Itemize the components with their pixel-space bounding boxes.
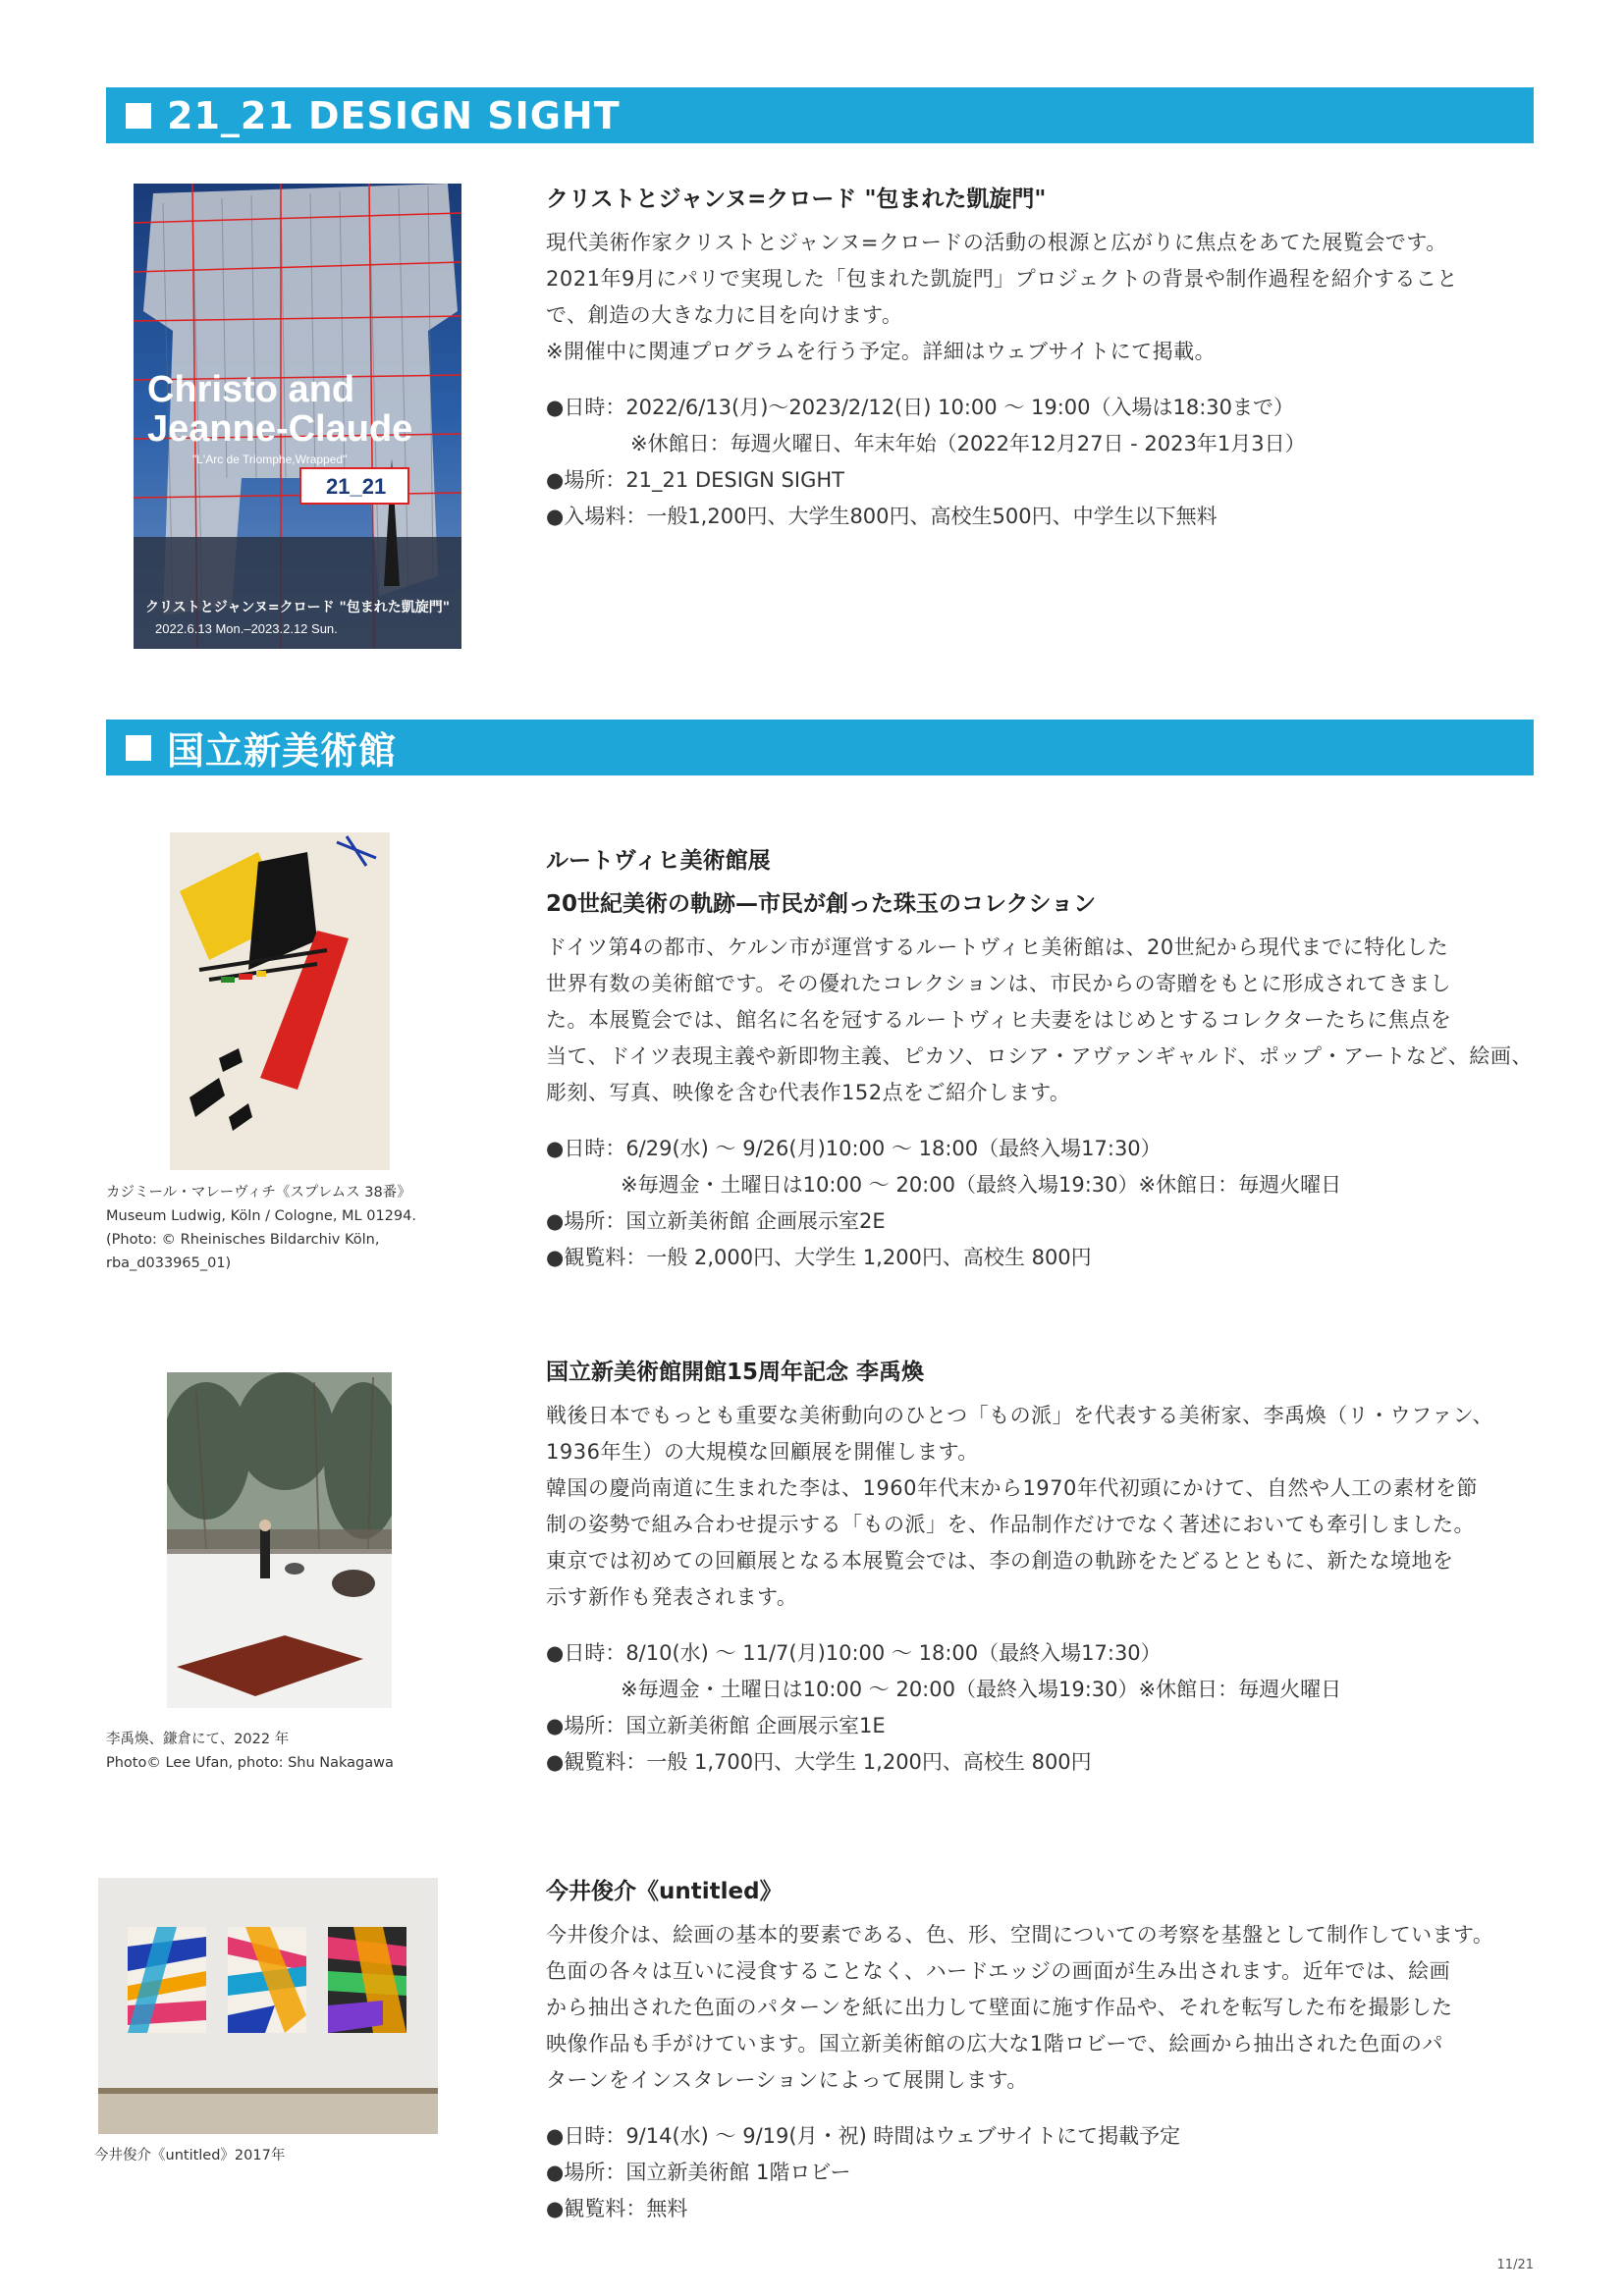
desc-line: から抽出された色面のパターンを紙に出力して壁面に施す作品や、それを転写した布を撮影した [546, 1996, 1453, 2019]
event-fee: ●観覧料：一般 1,700円、大学生 1,200円、高校生 800円 [546, 1750, 1092, 1774]
event-title: 今井俊介《untitled》 [546, 1879, 783, 1904]
event-christo [546, 178, 1540, 535]
desc-line: 今井俊介は、絵画の基本的要素である、色、形、空間についての考察を基盤として制作しています。 [546, 1923, 1494, 1947]
desc-line: 2021年9月にパリで実現した「包まれた凱旋門」プロジェクトの背景や制作過程を紹介すること [546, 267, 1458, 291]
imai-installation-image [98, 1878, 438, 2134]
event-details [546, 2118, 1540, 2227]
event-date: ●日時：9/14(水) 〜 9/19(月・祝) 時間はウェブサイトにて掲載予定 [546, 2124, 1181, 2148]
event-ludwig [546, 839, 1540, 1276]
desc-line: 東京では初めての回顧展となる本展覧会では、李の創造の軌跡をたどるとともに、新たな境地を [546, 1549, 1454, 1573]
malevich-painting-image [170, 832, 390, 1170]
desc-line: 韓国の慶尚南道に生まれた李は、1960年代末から1970年代初頭にかけて、自然や人工の素材を節 [546, 1476, 1478, 1500]
desc-line: ドイツ第4の都市、ケルン市が運営するルートヴィヒ美術館は、20世紀から現代までに特化した [546, 935, 1449, 959]
event-description [546, 1917, 1540, 2099]
event-imai [546, 1870, 1540, 2227]
event-title: クリストとジャンヌ=クロード "包まれた凱旋門" [546, 187, 1047, 212]
event-details [546, 1635, 1540, 1781]
event-subtitle: 20世紀美術の軌跡—市民が創った珠玉のコレクション [546, 891, 1097, 917]
desc-line: で、創造の大きな力に目を向けます。 [546, 303, 903, 327]
event-description [546, 1398, 1540, 1616]
desc-line: 制の姿勢で組み合わせ提示する「もの派」を、作品制作だけでなく著述においても牽引しました。 [546, 1513, 1475, 1536]
caption-imai [94, 2144, 285, 2167]
caption-lee-ufan [106, 1728, 394, 1775]
desc-line: ※開催中に関連プログラムを行う予定。詳細はウェブサイトにて掲載。 [546, 340, 1217, 363]
event-details [546, 390, 1540, 535]
poster-subtitle: "L'Arc de Triomphe,Wrapped" [192, 453, 348, 466]
caption-line: カジミール・マレーヴィチ《スプレムス 38番》 [106, 1185, 411, 1201]
section-header-21_21 [106, 87, 1534, 143]
poster-badge: 21_21 [326, 474, 387, 499]
event-date-note: ※休館日：毎週火曜日、年末年始（2022年12月27日 - 2023年1月3日） [630, 432, 1306, 455]
poster-headline-1: Christo and [147, 369, 355, 410]
section-title: 国立新美術館 [167, 729, 398, 773]
poster-artwork [134, 184, 461, 649]
poster-jp-title: クリストとジャンヌ=クロード "包まれた凱旋門" [145, 600, 451, 615]
desc-line: 戦後日本でもっとも重要な美術動向のひとつ「もの派」を代表する美術家、李禹煥（リ・ウファン、 [546, 1404, 1493, 1427]
event-date: ●日時：8/10(水) 〜 11/7(月)10:00 〜 18:00（最終入場17:30） [546, 1641, 1162, 1665]
square-bullet-icon [126, 735, 151, 761]
square-bullet-icon [126, 103, 151, 129]
gallery-photo [98, 1878, 438, 2134]
event-fee: ●入場料：一般1,200円、大学生800円、高校生500円、中学生以下無料 [546, 505, 1218, 528]
section-header-nact [106, 720, 1534, 775]
caption-line: rba_d033965_01) [106, 1255, 232, 1271]
event-fee: ●観覧料：一般 2,000円、大学生 1,200円、高校生 800円 [546, 1246, 1092, 1269]
event-fee: ●観覧料：無料 [546, 2197, 688, 2220]
event-date: ●日時：2022/6/13(月)〜2023/2/12(日) 10:00 〜 19:00（入場は18:30まで） [546, 396, 1295, 419]
desc-line: 色面の各々は互いに浸食することなく、ハードエッジの画面が生み出されます。近年では、絵画 [546, 1959, 1451, 1983]
christo-poster-image [134, 184, 461, 649]
section-title: 21_21 DESIGN SIGHT [167, 93, 621, 137]
event-place: ●場所：国立新美術館 1階ロビー [546, 2161, 851, 2184]
desc-line: 当て、ドイツ表現主義や新即物主義、ピカソ、ロシア・アヴァンギャルド、ポップ・アートなど、絵画、 [546, 1044, 1533, 1068]
event-date-note: ※毎週金・土曜日は10:00 〜 20:00（最終入場19:30）※休館日：毎週火曜日 [621, 1173, 1342, 1197]
page-number: 11/21 [1496, 2258, 1534, 2272]
event-description [546, 225, 1540, 370]
caption-line: 今井俊介《untitled》2017年 [94, 2148, 286, 2163]
event-title: 国立新美術館開館15周年記念 李禹煥 [546, 1360, 925, 1385]
desc-line: 世界有数の美術館です。その優れたコレクションは、市民からの寄贈をもとに形成されてきまし [546, 972, 1451, 995]
lee-ufan-photo-image [167, 1372, 392, 1708]
desc-line: 現代美術作家クリストとジャンヌ=クロードの活動の根源と広がりに焦点をあてた展覧会です。 [546, 231, 1447, 254]
event-lee-ufan [546, 1351, 1540, 1781]
desc-line: 映像作品も手がけています。国立新美術館の広大な1階ロビーで、絵画から抽出された色面のパ [546, 2032, 1443, 2056]
suprematism-artwork [170, 832, 390, 1170]
event-date: ●日時：6/29(水) 〜 9/26(月)10:00 〜 18:00（最終入場17:30） [546, 1137, 1162, 1160]
event-date-note: ※毎週金・土曜日は10:00 〜 20:00（最終入場19:30）※休館日：毎週火曜日 [621, 1678, 1342, 1701]
event-place: ●場所：21_21 DESIGN SIGHT [546, 468, 844, 492]
caption-line: (Photo: © Rheinisches Bildarchiv Köln, [106, 1232, 380, 1248]
event-title: ルートヴィヒ美術館展 [546, 848, 771, 874]
caption-line: Photo© Lee Ufan, photo: Shu Nakagawa [106, 1755, 394, 1771]
desc-line: 示す新作も発表されます。 [546, 1585, 798, 1609]
event-description [546, 930, 1540, 1111]
desc-line: ターンをインスタレーションによって展開します。 [546, 2068, 1028, 2092]
event-details [546, 1131, 1540, 1276]
event-place: ●場所：国立新美術館 企画展示室1E [546, 1714, 886, 1737]
desc-line: た。本展覧会では、館名に名を冠するルートヴィヒ夫妻をはじめとするコレクターたちに焦点を [546, 1008, 1452, 1032]
garden-photo [167, 1372, 392, 1708]
desc-line: 1936年生）の大規模な回顧展を開催します。 [546, 1440, 979, 1464]
caption-malevich [106, 1181, 416, 1275]
event-place: ●場所：国立新美術館 企画展示室2E [546, 1209, 886, 1233]
caption-line: Museum Ludwig, Köln / Cologne, ML 01294. [106, 1208, 416, 1224]
poster-headline-2: Jeanne-Claude [147, 408, 413, 450]
desc-line: 彫刻、写真、映像を含む代表作152点をご紹介します。 [546, 1081, 1071, 1104]
caption-line: 李禹煥、鎌倉にて、2022 年 [106, 1732, 290, 1747]
poster-dates: 2022.6.13 Mon.–2023.2.12 Sun. [155, 621, 338, 636]
